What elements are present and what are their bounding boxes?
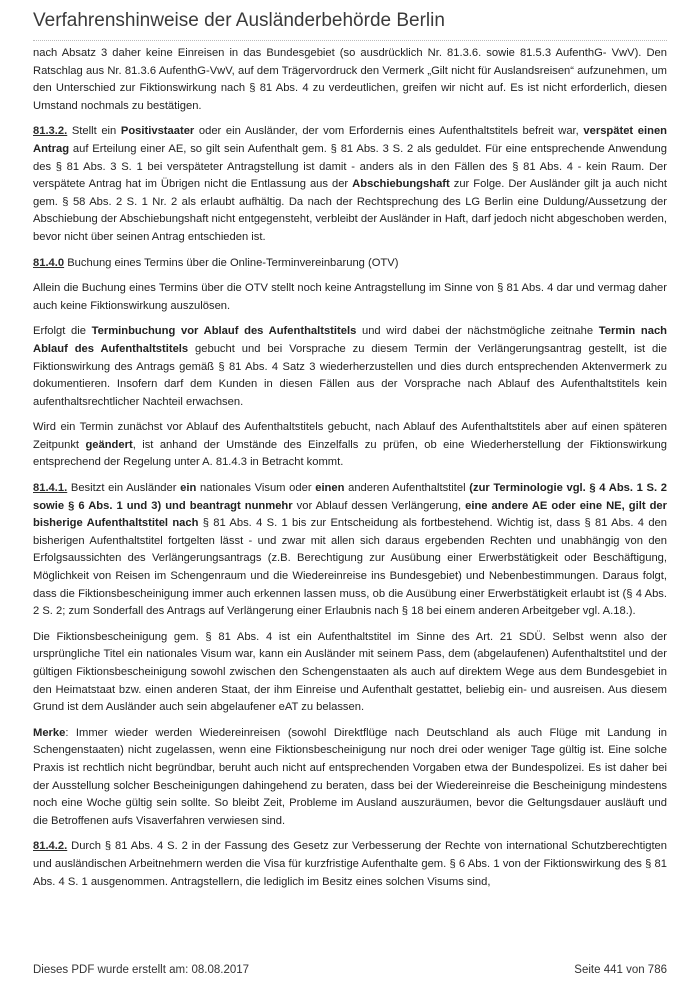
paragraph-text: vor Ablauf dessen Verlängerung, xyxy=(292,499,466,512)
paragraph-text: auf Erteilung einer AE, so gilt sein Aufenthalt gem. § 81 Abs. 3 S. 2 als geduldet. Für eine entsprechende Anwendung des § 81 Abs. 3 S. 1 bei verspäteter Antragstellung ist damit - anders als in den Fällen des § 81 Abs. 4 - kein Raum. Der verspätete Antrag hat im Übrigen nicht die Entlassung aus der xyxy=(33,142,667,191)
paragraph-text: nach Absatz 3 daher keine Einreisen in das Bundesgebiet (so ausdrücklich Nr. 81.3.6. sowie 81.5.3 AufenthG- VwV). Den Ratschlag aus Nr. 81.3.6 AufenthG-VwV, auf dem Trägervordruck den Vermerk „Gilt nicht für Auslandsreisen“ aufzunehmen, um den Unterschied zur Fiktionswirkung nach § 81 Abs. 4 zu verdeutlichen, greifen wir nicht auf. Es ist nicht erforderlich, diesen Umstand nochmals zu bestätigen. xyxy=(33,47,667,112)
paragraph-text: § 81 Abs. 4 S. 1 bis zur Entscheidung als fortbestehend. Wichtig ist, dass § 81 Abs. 4 den bisherigen Aufenthaltstitel fortgelten lässt - und zwar mit allen sich daraus ergebenden Rechten und unabhängig von den Erfolgsaussichten des Verlängerungsantrags (z.B. Berechtigung zur Ausübung einer Erwerbstätigkeit oder Beschäftigung, Möglichkeit von Reisen im Schengenraum und die Wiedereinreise ins Bundesgebiet) und Nebenbestimmungen. Daraus folgt, dass die Fiktionsbescheinigung immer auch erkennen lassen muss, ob die Ausübung einer Erwerbstätigkeit erlaubt ist (§ 4 Abs. 2 S. 2; zum Sonderfall des Antrags auf Verlängerung einer Erlaubnis nach § 18 bei einem anderen Arbeitgeber vgl. A.18.). xyxy=(33,517,667,618)
paragraph-text: oder ein Ausländer, der vom Erfordernis eines Aufenthaltstitels befreit war, xyxy=(194,125,584,138)
paragraph-text: Buchung eines Termins über die Online-Terminvereinbarung (OTV) xyxy=(64,256,399,269)
bold-text: (zur Terminologie vgl. § 4 Abs. 1 S. 2 sowie § 6 Abs. 1 und 3) und beantragt nunmehr xyxy=(33,482,668,512)
paragraph xyxy=(33,323,667,411)
bold-text: Abschiebungshaft xyxy=(352,178,450,191)
document-body xyxy=(33,45,667,899)
paragraph xyxy=(33,123,667,246)
paragraph xyxy=(33,255,667,273)
paragraph-text: Wird ein Termin zunächst vor Ablauf des Aufenthaltstitels gebucht, nach Ablauf des Aufenthaltstitels aber auf einen späteren Zeitpunkt xyxy=(33,421,667,451)
paragraph-text: anderen Aufenthaltstitel xyxy=(344,482,470,495)
bold-text: ein xyxy=(180,482,197,495)
bold-text: Merke xyxy=(33,726,66,739)
paragraph-text: und wird dabei der nächstmögliche zeitnahe xyxy=(356,325,599,338)
section-number-link[interactable]: 81.4.2. xyxy=(33,840,68,853)
bold-text: verspätet einen Antrag xyxy=(33,125,667,155)
paragraph xyxy=(33,45,667,115)
bold-text: einen xyxy=(315,482,345,495)
bold-text: Positivstaater xyxy=(120,125,195,138)
footer-page-number: Seite 441 von 786 xyxy=(574,964,667,976)
paragraph-text: : Immer wieder werden Wiedereinreisen (sowohl Direktflüge nach Deutschland als auch Flüge mit Landung in Schengenstaaten) nicht zugelassen, wenn eine Fiktionsbescheinigung nur noch drei oder weniger Tage gültig ist. Eine solche Praxis ist rechtlich nicht begründbar, beruht auch nicht auf entsprechenden Vorgaben etwa der Bundespolizei. Es ist daher bei der Ausstellung solcher Bescheinigungen dahingehend zu beraten, dass bei der Wiedereinreise die Bescheinigung mindestens noch eine Woche gültig sein sollte. So bleibt Zeit, Probleme im Ausland auszuräumen, bevor die Geltungsdauer ausläuft und die Betroffenen aufs Visaverfahren verwiesen sind. xyxy=(33,726,667,827)
page-header-title: Verfahrenshinweise der Ausländerbehörde Berlin xyxy=(33,10,667,41)
footer-created-date: Dieses PDF wurde erstellt am: 08.08.2017 xyxy=(33,964,250,976)
paragraph-text: Allein die Buchung eines Termins über die OTV stellt noch keine Antragstellung im Sinne von § 81 Abs. 4 dar und vermag daher auch keine Fiktionswirkung auszulösen. xyxy=(33,282,667,312)
paragraph xyxy=(33,725,667,831)
paragraph xyxy=(33,838,667,891)
section-number-link[interactable]: 81.4.1. xyxy=(33,482,68,495)
bold-text: geändert xyxy=(85,438,133,451)
paragraph xyxy=(33,629,667,717)
paragraph xyxy=(33,419,667,472)
paragraph-text: gebucht und bei Vorsprache zu diesem Termin der Verlängerungsantrag gestellt, ist die Fiktionswirkung des Antrags gemäß § 81 Abs. 4 Satz 3 wiederherzustellen und dies durch entsprechenden Aktenvermerk zu dokumentieren. Insofern darf dem Kunden in diesen Fällen aus der Vorsprache nach Ablauf des Aufenthaltstitels kein aufenthaltsrechtlicher Nachteil erwachsen. xyxy=(33,342,667,408)
paragraph-text: nationales Visum oder xyxy=(196,482,316,495)
bold-text: Terminbuchung vor Ablauf des Aufenthaltstitels xyxy=(91,325,357,338)
bold-text: Termin nach Ablauf des Aufenthaltstitels xyxy=(33,325,667,355)
paragraph xyxy=(33,280,667,315)
paragraph xyxy=(33,480,667,621)
paragraph-text: Durch § 81 Abs. 4 S. 2 in der Fassung des Gesetz zur Verbesserung der Rechte von international Schutzberechtigten und ausländischen Arbeitnehmern werden die Visa für kurzfristige Aufenthalte gem. § 6 Abs. 1 von der Fiktionswirkung des § 81 Abs. 4 S. 1 ausgenommen. Antragstellern, die lediglich im Besitz eines solchen Visums sind, xyxy=(33,840,667,888)
paragraph-text: , ist anhand der Umstände des Einzelfalls zu prüfen, ob eine Wiederherstellung der Fiktionswirkung entsprechend der Regelung unter A. 81.4.3 in Betracht kommt. xyxy=(33,438,667,469)
bold-text: eine andere AE oder eine NE, gilt der bisherige Aufenthaltstitel nach xyxy=(33,499,667,530)
section-number-link[interactable]: 81.3.2. xyxy=(33,125,68,138)
paragraph-text: Besitzt ein Ausländer xyxy=(67,482,181,495)
paragraph-text: Erfolgt die xyxy=(33,325,92,338)
paragraph-text: zur Folge. Der Ausländer gilt ja auch nicht gem. § 58 Abs. 2 S. 1 Nr. 2 als erlaubt aufhältig. Da nach der Rechtsprechung des LG Berlin eine Duldung/Aussetzung der Abschiebung der Abschiebungshaft nicht entgegensteht, verbleibt der Ausländer in Haft, darf jedoch nicht abgeschoben werden, bevor nicht über seinen Antrag entschieden ist. xyxy=(33,178,667,243)
paragraph-text: Stellt ein xyxy=(67,125,121,138)
section-number-link[interactable]: 81.4.0 xyxy=(33,256,65,269)
paragraph-text: Die Fiktionsbescheinigung gem. § 81 Abs. 4 ist ein Aufenthaltstitel im Sinne des Art. 21 SDÜ. Selbst wenn also der ursprüngliche Titel ein nationales Visum war, kann ein Ausländer mit seinem Pass, dem (abgelaufenen) Aufenthaltstitel und der gültigen Fiktionsbescheinigung sowohl zwischen den Schengenstaaten als auch auf direktem Wege aus dem Bundesgebiet in den Heimatstaat bzw. einen anderen Staat, der ihm Einreise und Aufenthalt gestattet, beliebig ein- und ausreisen. Aus diesem Grund ist dem Ausländer auch sein abgelaufener eAT zu belassen. xyxy=(33,630,667,714)
